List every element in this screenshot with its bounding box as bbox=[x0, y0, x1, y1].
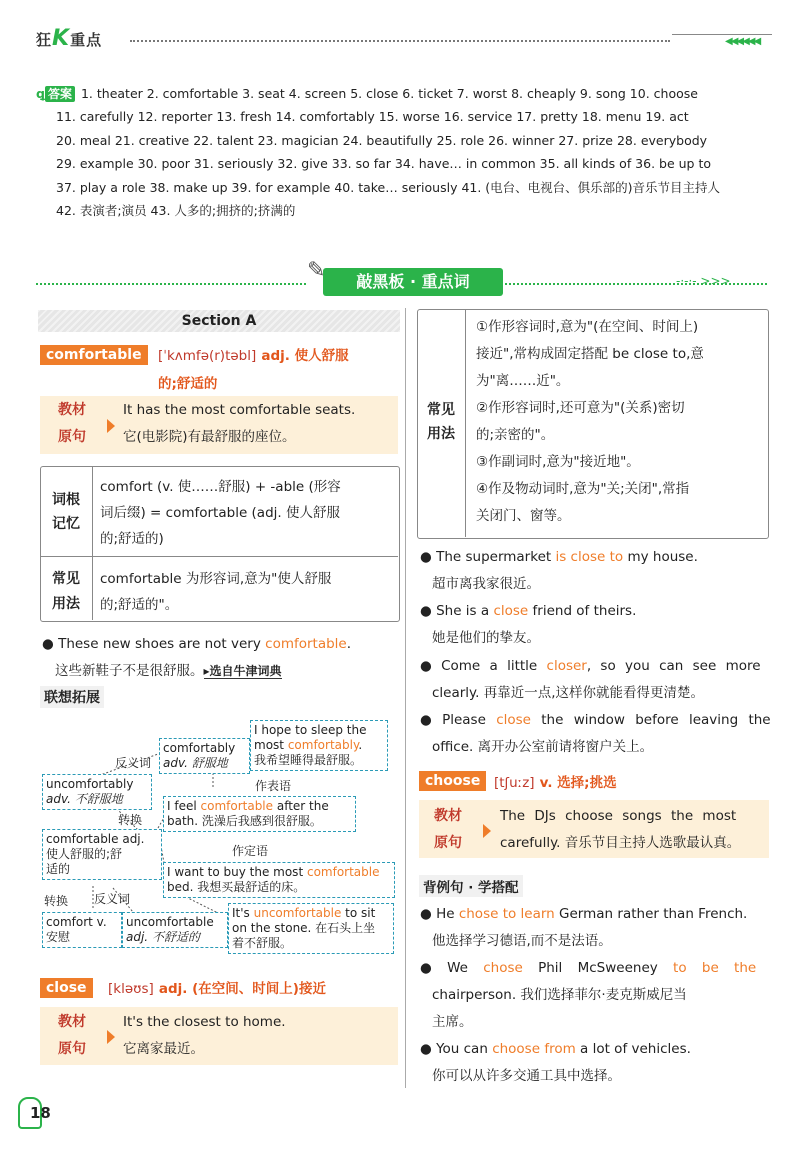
example-highlight: comfortable bbox=[200, 799, 274, 813]
banner-arrows-icon: -·-·- >>> bbox=[676, 274, 731, 288]
example-highlight: choose from bbox=[492, 1041, 576, 1057]
answer-line bbox=[36, 129, 776, 152]
example-text: a lot of vehicles. bbox=[575, 1041, 691, 1057]
node-word: comfort v. bbox=[46, 915, 107, 929]
association-title: 联想拓展 bbox=[40, 686, 104, 708]
example-text: He bbox=[436, 906, 459, 922]
mindmap-node-uncomfortable bbox=[122, 912, 228, 948]
memory-text: 词后缀) = comfortable (adj. 使人舒服 bbox=[100, 505, 340, 521]
source-label: 教材 bbox=[58, 402, 86, 418]
example-zh: 主席。 bbox=[432, 1014, 473, 1030]
relation-label: 作表语 bbox=[255, 779, 292, 793]
usage-label: 用法 bbox=[427, 426, 455, 442]
example-zh: chairperson. 我们选择菲尔·麦克斯威尼当 bbox=[432, 987, 687, 1003]
source-label: 原句 bbox=[58, 1041, 86, 1057]
node-word: comfortable adj. bbox=[46, 832, 145, 846]
source-sentence-en: It's the closest to home. bbox=[123, 1014, 286, 1030]
usage-line: 接近",常构成固定搭配 be close to,意 bbox=[476, 346, 704, 362]
source-sentence-en: It has the most comfortable seats. bbox=[123, 402, 356, 418]
example-text: You can bbox=[436, 1041, 493, 1057]
usage-line: 的;亲密的"。 bbox=[476, 427, 555, 443]
arrow-icon bbox=[483, 824, 491, 838]
example-text: These new shoes are not very bbox=[58, 636, 266, 652]
source-sentence-zh: 它离家最近。 bbox=[123, 1041, 204, 1057]
example-highlight: close bbox=[493, 603, 529, 619]
word-tag-close bbox=[40, 977, 93, 997]
bird-mascot-icon: ✎ bbox=[307, 258, 326, 283]
node-meaning: adj. 不舒适的 bbox=[126, 930, 200, 944]
example-highlight: close bbox=[496, 712, 531, 728]
example-text: to sit bbox=[341, 906, 376, 920]
blackboard-banner: 敲黑板 · 重点词 bbox=[323, 268, 503, 296]
example-text: the window before leaving the bbox=[530, 712, 771, 728]
comfortable-definition bbox=[158, 344, 349, 364]
source-label: 教材 bbox=[434, 808, 462, 824]
word-tag-comfortable bbox=[40, 344, 148, 364]
usage-line: ③作副词时,意为"接近地"。 bbox=[476, 454, 640, 470]
mindmap-example-feel bbox=[163, 796, 356, 832]
usage-text: 的;舒适的"。 bbox=[100, 597, 179, 613]
answer-line bbox=[36, 105, 776, 128]
divider bbox=[92, 466, 93, 620]
example-highlight: comfortable bbox=[265, 636, 347, 652]
mindmap-example-stone bbox=[228, 903, 394, 954]
mindmap-node-comfort bbox=[42, 912, 122, 948]
example-text: Please bbox=[442, 712, 497, 728]
answer-text: 11. carefully 12. reporter 13. fresh 14. comfortably 15. worse 16. service 17. pretty 18. menu 19. act bbox=[56, 109, 689, 125]
example-line: on the stone. 在石头上坐 bbox=[232, 921, 376, 935]
relation-label: 转换 bbox=[118, 813, 143, 827]
source-sentence-zh: 它(电影院)有最舒服的座位。 bbox=[123, 429, 296, 445]
pattern-title: 背例句 · 学搭配 bbox=[419, 875, 523, 897]
logo-suffix: 重点 bbox=[70, 31, 103, 49]
answer-text: 20. meal 21. creative 22. talent 23. magician 24. beautifully 25. role 26. winner 27. prize 28. everybody bbox=[56, 132, 708, 148]
example-sentence: ● He chose to learn German rather than French. bbox=[420, 906, 748, 922]
phonetic: [tʃuːz] bbox=[494, 775, 535, 791]
example-zh: 你可以从许多交通工具中选择。 bbox=[432, 1068, 621, 1084]
example-line bbox=[232, 906, 390, 921]
meaning-cont: 的;舒适的 bbox=[158, 376, 218, 392]
arrow-icon bbox=[107, 1030, 115, 1044]
answer-text: 29. example 30. poor 31. seriously 32. give 33. so far 34. have… in common 35. all kinds of 36. be up to bbox=[56, 156, 712, 172]
usage-label: 常见 bbox=[427, 402, 455, 418]
logo-k: K bbox=[52, 26, 71, 51]
mindmap-node-comfortable bbox=[42, 829, 162, 880]
source-label: 教材 bbox=[58, 1014, 86, 1030]
example-sentence: ● We chose Phil McSweeney to be the bbox=[420, 960, 757, 976]
example-text: most bbox=[254, 738, 288, 752]
column-divider bbox=[405, 308, 406, 1088]
memory-text: 的;舒适的) bbox=[100, 531, 164, 547]
example-highlight: chose to learn bbox=[458, 906, 555, 922]
headword: choose bbox=[419, 771, 486, 791]
memory-label: 词根 bbox=[52, 492, 80, 508]
example-text: The supermarket bbox=[436, 549, 556, 565]
header-logo bbox=[36, 26, 102, 51]
example-line bbox=[167, 799, 352, 814]
meaning: adj. (在空间、时间上)接近 bbox=[158, 981, 326, 997]
example-highlight: uncomfortable bbox=[253, 906, 342, 920]
close-definition bbox=[108, 977, 326, 997]
example-text: German rather than French. bbox=[554, 906, 748, 922]
answer-text: 42. 表演者;演员 43. 人多的;拥挤的;挤满的 bbox=[56, 203, 296, 219]
relation-label: 转换 bbox=[44, 894, 69, 908]
usage-line: ①作形容词时,意为"(在空间、时间上) bbox=[476, 319, 699, 335]
example-line: 着不舒服。 bbox=[232, 936, 293, 950]
source-label: 原句 bbox=[58, 429, 86, 445]
example-highlight: comfortably bbox=[287, 738, 359, 752]
headword: comfortable bbox=[40, 345, 148, 365]
word-tag-choose bbox=[419, 770, 486, 790]
arrow-icon bbox=[107, 419, 115, 433]
example-zh: 这些新鞋子不是很舒服。 bbox=[55, 663, 204, 679]
relation-label: 反义词 bbox=[115, 756, 152, 770]
example-text: I want to buy the most bbox=[167, 865, 307, 879]
usage-line: 为"离……近"。 bbox=[476, 373, 570, 389]
header-arrows-icon: ◀◀◀◀◀◀ bbox=[725, 36, 760, 47]
answer-line bbox=[36, 199, 776, 222]
relation-label: 反义词 bbox=[94, 892, 131, 906]
example-text: Come a little bbox=[441, 658, 547, 674]
relation-label: 作定语 bbox=[232, 844, 269, 858]
example-text: friend of theirs. bbox=[528, 603, 637, 619]
node-word: uncomfortable bbox=[126, 915, 214, 929]
example-zh: 超市离我家很近。 bbox=[432, 576, 540, 592]
phonetic: [ˈkʌmfə(r)təbl] bbox=[158, 348, 257, 364]
answer-line bbox=[36, 152, 776, 175]
usage-label: 常见 bbox=[52, 571, 80, 587]
answer-text: 37. play a role 38. make up 39. for example 40. take… seriously 41. (电台、电视台、俱乐部的)音乐节目主持人 bbox=[56, 179, 721, 195]
header-dotted-line bbox=[130, 40, 670, 42]
example-text: , so you can see more bbox=[586, 658, 761, 674]
choose-definition bbox=[494, 771, 617, 791]
example-line: I hope to sleep the bbox=[254, 723, 367, 737]
answer-line bbox=[36, 82, 776, 105]
example-text: It's bbox=[232, 906, 254, 920]
lightbulb-icon: ꝗ bbox=[36, 86, 45, 101]
example-highlight: chose bbox=[483, 960, 523, 976]
example-sentence: ● These new shoes are not very comfortable. bbox=[42, 636, 352, 652]
meaning: v. 选择;挑选 bbox=[539, 775, 617, 791]
section-title: Section A bbox=[38, 310, 400, 332]
usage-line: 关闭门、窗等。 bbox=[476, 508, 571, 524]
example-line bbox=[167, 865, 391, 880]
usage-label: 用法 bbox=[52, 596, 80, 612]
example-translation bbox=[55, 658, 282, 685]
example-text: We bbox=[447, 960, 484, 976]
source-sentence-zh: carefully. 音乐节目主持人选歌最认真。 bbox=[500, 835, 741, 851]
example-zh: office. 离开办公室前请将窗户关上。 bbox=[432, 739, 654, 755]
usage-line: ④作及物动词时,意为"关;关闭",常指 bbox=[476, 481, 690, 497]
source-sentence-en: The DJs choose songs the most bbox=[500, 808, 737, 824]
example-line bbox=[254, 738, 384, 753]
node-meaning: adv. 不舒服地 bbox=[46, 792, 123, 806]
mindmap-node-comfortably bbox=[159, 738, 250, 774]
node-word: comfortably bbox=[163, 741, 236, 755]
example-sentence: ● She is a close friend of theirs. bbox=[420, 603, 637, 619]
example-sentence: ● You can choose from a lot of vehicles. bbox=[420, 1041, 691, 1057]
example-highlight: closer bbox=[546, 658, 587, 674]
node-meaning: adv. 舒服地 bbox=[163, 756, 228, 770]
usage-text: comfortable 为形容词,意为"使人舒服 bbox=[100, 571, 332, 587]
example-zh: 他选择学习德语,而不是法语。 bbox=[432, 933, 612, 949]
meaning: adj. 使人舒服 bbox=[261, 348, 349, 364]
banner-dotted-left bbox=[36, 283, 306, 285]
headword: close bbox=[40, 978, 93, 998]
node-meaning: 安慰 bbox=[46, 930, 71, 944]
example-text: She is a bbox=[436, 603, 494, 619]
divider bbox=[465, 309, 466, 537]
example-highlight: to be the bbox=[673, 960, 757, 976]
memory-label: 记忆 bbox=[52, 516, 80, 532]
example-sentence: ● Come a little closer, so you can see more bbox=[420, 658, 761, 674]
mindmap-example-comfortably bbox=[250, 720, 388, 771]
answer-text: 1. theater 2. comfortable 3. seat 4. screen 5. close 6. ticket 7. worst 8. cheaply 9. song 10. choose bbox=[80, 86, 698, 101]
example-text: . bbox=[358, 738, 363, 752]
example-line: bath. 洗澡后我感到很舒服。 bbox=[167, 814, 322, 828]
page-number: 18 bbox=[30, 1104, 51, 1122]
mindmap-node-uncomfortably bbox=[42, 774, 152, 810]
phonetic: [kləʊs] bbox=[108, 981, 154, 997]
mindmap-example-buy bbox=[163, 862, 395, 898]
example-highlight: comfortable bbox=[306, 865, 380, 879]
answer-tag: 答案 bbox=[45, 86, 75, 102]
source-note: ▸选自牛津词典 bbox=[203, 664, 282, 678]
example-sentence: ● Please close the window before leaving the bbox=[420, 712, 771, 728]
node-meaning: 使人舒服的;舒 bbox=[46, 847, 123, 861]
answer-block bbox=[36, 82, 776, 222]
divider bbox=[40, 556, 398, 557]
example-text: after the bbox=[273, 799, 329, 813]
example-highlight: is close to bbox=[555, 549, 624, 565]
node-word: uncomfortably bbox=[46, 777, 134, 791]
example-zh: clearly. 再靠近一点,这样你就能看得更清楚。 bbox=[432, 685, 704, 701]
example-sentence: ● The supermarket is close to my house. bbox=[420, 549, 698, 565]
example-text: . bbox=[346, 636, 352, 652]
memory-text: comfort (v. 使……舒服) + -able (形容 bbox=[100, 479, 341, 495]
example-text: my house. bbox=[623, 549, 698, 565]
example-line: bed. 我想买最舒适的床。 bbox=[167, 880, 306, 894]
example-text: Phil McSweeney bbox=[522, 960, 674, 976]
logo-prefix: 狂 bbox=[36, 31, 53, 49]
example-line: 我希望睡得最舒服。 bbox=[254, 753, 363, 767]
source-label: 原句 bbox=[434, 835, 462, 851]
answer-line bbox=[36, 176, 776, 199]
usage-line: ②作形容词时,还可意为"(关系)密切 bbox=[476, 400, 685, 416]
example-text: I feel bbox=[167, 799, 201, 813]
example-zh: 她是他们的挚友。 bbox=[432, 630, 540, 646]
header-line bbox=[672, 34, 772, 35]
node-meaning: 适的 bbox=[46, 862, 71, 876]
